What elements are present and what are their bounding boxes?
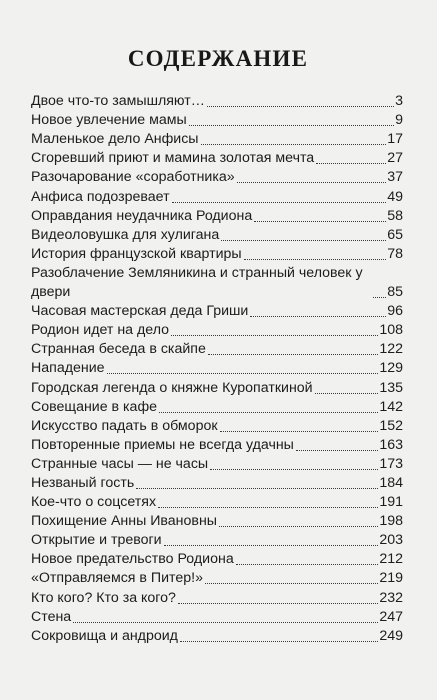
toc-entry — [31, 398, 403, 417]
toc-entry — [31, 245, 403, 264]
dot-leader — [296, 450, 378, 451]
toc-entry — [31, 569, 403, 588]
toc-entry-page: 58 — [387, 207, 403, 224]
toc-entry-title: Сокровища и андроид — [31, 627, 178, 644]
toc-entry-title: Новое предательство Родиона — [31, 551, 234, 568]
toc-entry-page: 152 — [379, 417, 403, 434]
dot-leader — [254, 221, 386, 222]
toc-entry-page: 173 — [379, 455, 403, 472]
page-title: СОДЕРЖАНИЕ — [127, 46, 309, 71]
toc-entry — [31, 207, 403, 226]
toc-entry-page: 198 — [379, 513, 403, 530]
toc-entry-page: 27 — [387, 150, 403, 167]
toc-entry-title: Двое что-то замышляют… — [31, 93, 205, 110]
toc-entry-page: 163 — [379, 436, 403, 453]
dot-leader — [73, 622, 378, 623]
dot-leader — [171, 335, 378, 336]
toc-entry-title: Маленькое дело Анфисы — [31, 131, 199, 148]
toc-entry-title: Новое увлечение мамы — [31, 112, 187, 129]
toc-entry-title: Совещание в кафе — [31, 398, 158, 415]
dot-leader — [158, 507, 378, 508]
toc-entry — [31, 359, 403, 378]
toc-entry — [31, 92, 403, 111]
toc-entry — [31, 378, 403, 397]
dot-leader — [189, 125, 394, 126]
toc-entry-page: 232 — [379, 589, 403, 606]
toc-entry-page: 17 — [387, 131, 403, 148]
toc-entry-title: Искусство падать в обморок — [31, 417, 218, 434]
toc-entry-page: 108 — [379, 322, 403, 339]
dot-leader — [244, 259, 387, 260]
dot-leader — [210, 469, 378, 470]
toc-entry-title: Городская легенда о княжне Куропаткиной — [31, 379, 313, 396]
toc-entry-page: 203 — [379, 532, 403, 549]
toc-entry-page: 212 — [379, 551, 403, 568]
dot-leader — [207, 106, 394, 107]
toc-entry — [31, 111, 403, 130]
toc-entry — [31, 302, 403, 321]
toc-entry-title: Кое-что о соцсетях — [31, 494, 157, 511]
toc-entry-page: 96 — [387, 303, 403, 320]
toc-entry-title: Часовая мастерская деда Гриши — [31, 303, 249, 320]
toc-entry-title: Нападение — [31, 360, 105, 377]
toc-entry — [31, 550, 403, 569]
toc-entry-page: 129 — [379, 360, 403, 377]
dot-leader — [136, 488, 378, 489]
toc-entry-title: Сгоревший приют и мамина золотая мечта — [31, 150, 315, 167]
dot-leader — [221, 240, 386, 241]
dot-leader — [316, 163, 386, 164]
toc-entry — [31, 187, 403, 206]
toc-entry-title: Странные часы — не часы — [31, 455, 209, 472]
toc-entry — [31, 436, 403, 455]
toc-entry-title: Кто кого? Кто за кого? — [31, 589, 176, 606]
toc-entry — [31, 512, 403, 531]
toc-entry-title: Незваный гость — [31, 474, 135, 491]
toc-entry-page: 184 — [379, 474, 403, 491]
toc-entry-title: Повторенные приемы не всегда удачны — [31, 436, 294, 453]
table-of-contents — [31, 92, 403, 646]
toc-entry-page: 122 — [379, 341, 403, 358]
dot-leader — [219, 526, 378, 527]
dot-leader — [220, 431, 379, 432]
toc-entry-title: Разочарование «соработника» — [31, 169, 235, 186]
toc-entry-title: Анфиса подозревает — [31, 188, 170, 205]
dot-leader — [107, 373, 379, 374]
dot-leader — [180, 641, 378, 642]
toc-entry — [31, 264, 403, 302]
dot-leader — [250, 316, 386, 317]
dot-leader — [178, 603, 378, 604]
toc-entry — [31, 474, 403, 493]
toc-entry-title: Странная беседа в скайпе — [31, 341, 206, 358]
toc-entry-title: Видеоловушка для хулигана — [31, 226, 220, 243]
toc-entry-page: 78 — [387, 245, 403, 262]
toc-entry-page: 219 — [379, 570, 403, 587]
toc-entry — [31, 588, 403, 607]
dot-leader — [172, 202, 387, 203]
dot-leader — [237, 182, 387, 183]
toc-entry-title: «Отправляемся в Питер!» — [31, 570, 203, 587]
toc-entry-page: 85 — [387, 284, 403, 301]
toc-entry — [31, 149, 403, 168]
toc-entry — [31, 531, 403, 550]
dot-leader — [208, 354, 378, 355]
toc-entry-page: 247 — [379, 608, 403, 625]
toc-entry-page: 191 — [379, 494, 403, 511]
toc-entry — [31, 321, 403, 340]
toc-entry — [31, 168, 403, 187]
toc-entry-title: История французской квартиры — [31, 245, 242, 262]
dot-leader — [236, 564, 379, 565]
toc-entry — [31, 130, 403, 149]
toc-entry-title: Родион идет на дело — [31, 322, 170, 339]
toc-entry-page: 135 — [379, 379, 403, 396]
toc-entry — [31, 226, 403, 245]
toc-entry — [31, 417, 403, 436]
toc-entry — [31, 608, 403, 627]
toc-entry — [31, 455, 403, 474]
toc-entry-page: 49 — [387, 188, 403, 205]
toc-entry-page: 37 — [387, 169, 403, 186]
toc-entry — [31, 340, 403, 359]
toc-entry-title: Похищение Анны Ивановны — [31, 513, 217, 530]
toc-entry — [31, 627, 403, 646]
toc-entry-page: 9 — [395, 112, 403, 129]
dot-leader — [373, 297, 386, 298]
toc-entry-title: Стена — [31, 608, 72, 625]
toc-entry-page: 3 — [395, 93, 403, 110]
toc-entry-page: 142 — [379, 398, 403, 415]
dot-leader — [201, 144, 387, 145]
toc-entry-page: 249 — [379, 627, 403, 644]
toc-entry-title: Открытие и тревоги — [31, 532, 162, 549]
dot-leader — [315, 393, 379, 394]
toc-entry — [31, 493, 403, 512]
dot-leader — [164, 545, 379, 546]
toc-entry-title: Разоблачение Земляникина и странный человек у двери — [31, 265, 363, 301]
toc-entry-title: Оправдания неудачника Родиона — [31, 207, 253, 224]
dot-leader — [159, 412, 378, 413]
dot-leader — [205, 583, 378, 584]
toc-entry-page: 65 — [387, 226, 403, 243]
